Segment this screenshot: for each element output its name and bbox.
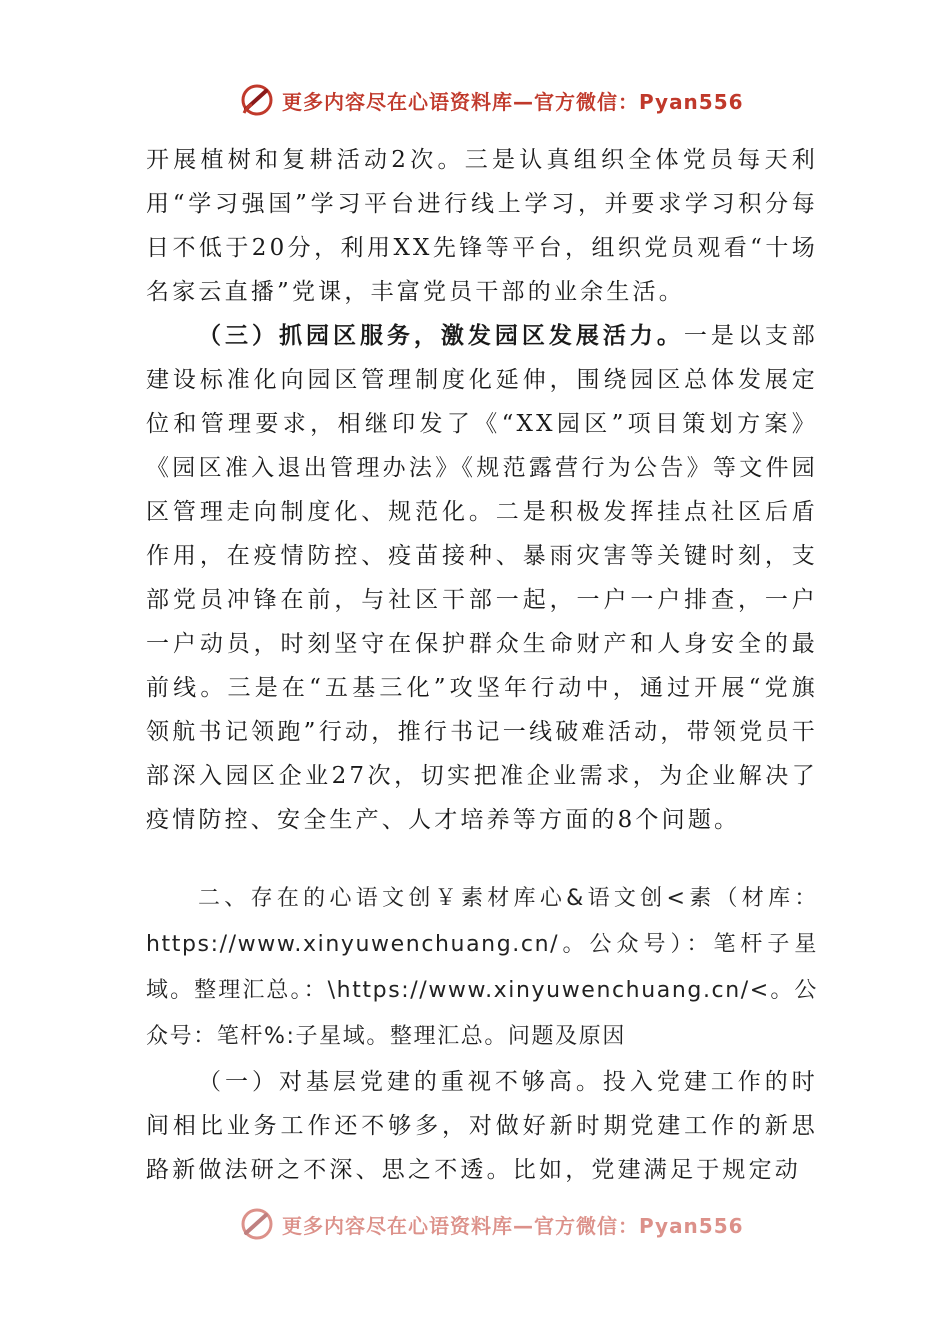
document-body xyxy=(146,138,818,1192)
section-2-heading: 二、存在的心语文创￥素材库心&语文创<素（材库：https://www.xinyuwenchuang.cn/。公众号）：笔杆子星域。整理汇总。：\https://www.xinyuwenchuang.cn/<。公众号：笔杆%:子星域。整理汇总。问题及原因 xyxy=(146,886,818,1049)
paragraph-2 xyxy=(146,314,818,842)
paragraph-2-body: 一是以支部建设标准化向园区管理制度化延伸，围绕园区总体发展定位和管理要求，相继印发了《“XX园区”项目策划方案》《园区准入退出管理办法》《规范露营行为公告》等文件园区管理走向制度化、规范化。二是积极发挥挂点社区后盾作用，在疫情防控、疫苗接种、暴雨灾害等关键时刻，支部党员冲锋在前，与社区干部一起，一户一户排查，一户一户动员，时刻坚守在保护群众生命财产和人身安全的最前线。三是在“五基三化”攻坚年行动中，通过开展“党旗领航书记领跑”行动，推行书记一线破难活动，带领党员干部深入园区企业27次，切实把准企业需求，为企业解决了疫情防控、安全生产、人才培养等方面的8个问题。 xyxy=(146,323,819,833)
brush-logo-icon xyxy=(240,1207,274,1241)
paragraph-1: 开展植树和复耕活动2次。三是认真组织全体党员每天利用“学习强国”学习平台进行线上学习，并要求学习积分每日不低于20分，利用XX先锋等平台，组织党员观看“十场名家云直播”党课，丰富党员干部的业余生活。 xyxy=(146,147,818,305)
watermark-banner-bottom xyxy=(240,1204,760,1244)
brush-logo-icon xyxy=(240,83,274,117)
banner-text: 更多内容尽在心语资料库—官方微信：Pyan556 xyxy=(282,89,744,114)
banner-text: 更多内容尽在心语资料库—官方微信：Pyan556 xyxy=(282,1213,744,1238)
paragraph-3: （一）对基层党建的重视不够高。投入党建工作的时间相比业务工作还不够多，对做好新时期党建工作的新思路新做法研之不深、思之不透。比如，党建满足于规定动 xyxy=(146,1069,818,1183)
section-3-heading: （三）抓园区服务，激发园区发展活力。 xyxy=(198,322,684,349)
watermark-banner-top xyxy=(240,80,760,120)
